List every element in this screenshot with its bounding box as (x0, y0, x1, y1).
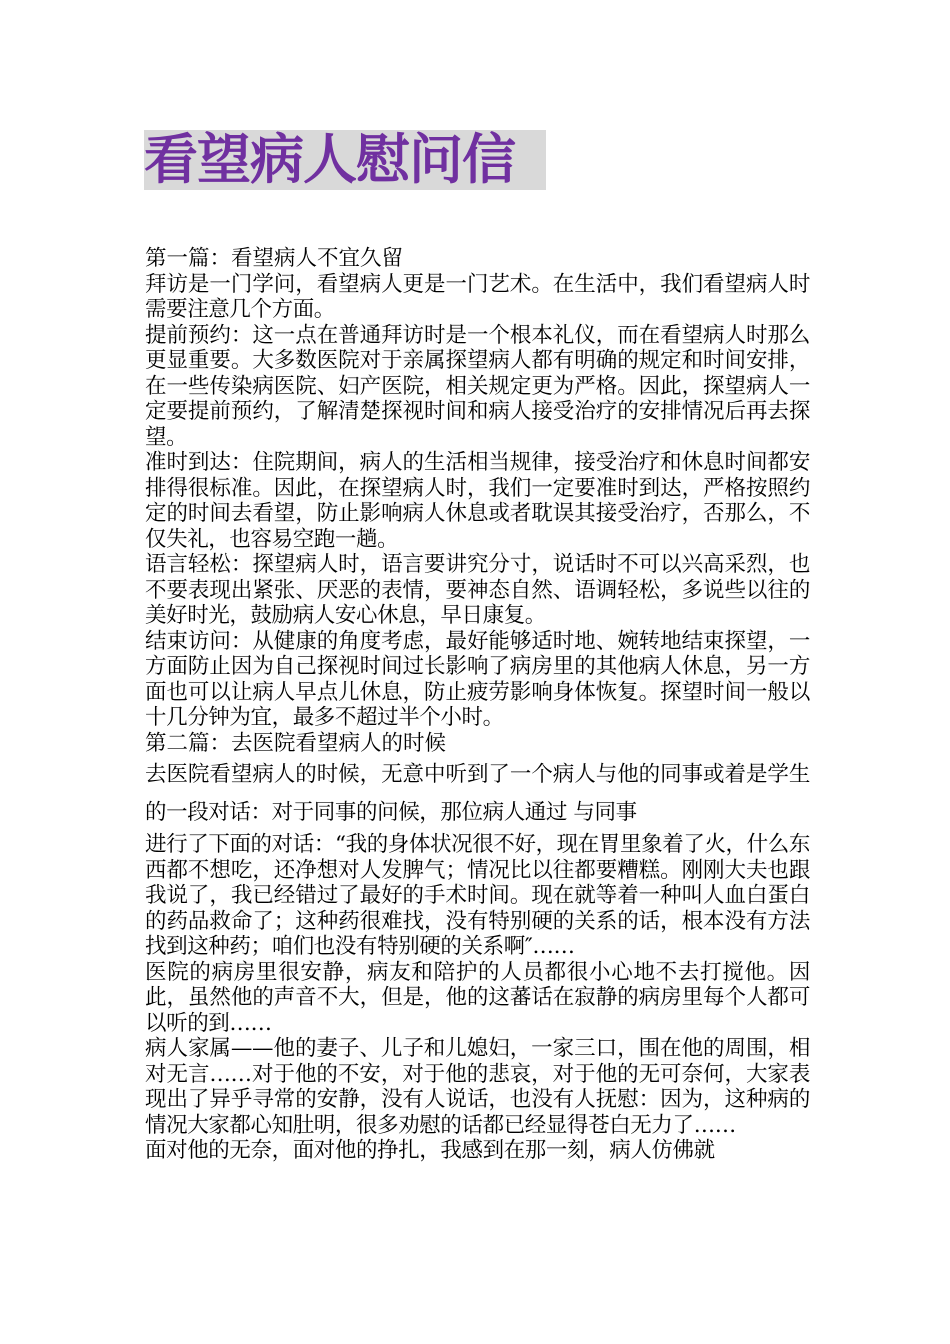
paragraph: 医院的病房里很安静，病友和陪护的人员都很小心地不去打搅他。因此，虽然他的声音不大，但是，他的这蕃话在寂静的病房里每个人都可以听的到…… (145, 959, 810, 1036)
paragraph: 准时到达：住院期间，病人的生活相当规律，接受治疗和休息时间都安排得很标准。因此，在探望病人时，我们一定要准时到达，严格按照约定的时间去看望，防止影响病人休息或者耽误其接受治疗，否那么，不仅失礼，也容易空跑一趟。 (145, 450, 810, 552)
paragraph: 结束访问：从健康的角度考虑，最好能够适时地、婉转地结束探望，一方面防止因为自己探视时间过长影响了病房里的其他病人休息，另一方面也可以让病人早点儿休息，防止疲劳影响身体恢复。探望时间一般以十几分钟为宜，最多不超过半个小时。 (145, 628, 810, 730)
document-title: 看望病人慰问信 (144, 130, 515, 190)
paragraph: 进行了下面的对话：“我的身体状况很不好，现在胃里象着了火，什么东西都不想吃，还净想对人发脾气；情况比以往都要糟糕。刚刚大夫也跟我说了，我已经错过了最好的手术时间。现在就等着一种叫人血白蛋白的药品救命了；这种药很难找，没有特别硬的关系的话，根本没有方法找到这种药；咱们也没有特别硬的关系啊″…… (145, 832, 810, 959)
section-2-heading: 第二篇：去医院看望病人的时候 (145, 730, 447, 756)
paragraph-wide: 去医院看望病人的时候，无意中听到了一个病人与他的同事或着是学生的一段对话：对于同事的问候，那位病人通过 与同事 (145, 762, 810, 825)
section-1-heading: 第一篇：看望病人不宜久留 (145, 246, 404, 271)
paragraph: 病人家属——他的妻子、儿子和儿媳妇，一家三口，围在他的周围，相对无言……对于他的不安，对于他的悲哀，对于他的无可奈何，大家表现出了异乎寻常的安静，没有人说话，也没有人抚慰：因为，这种病的情况大家都心知肚明，很多劝慰的话都已经显得苍白无力了…… (145, 1036, 810, 1138)
paragraph: 拜访是一门学问，看望病人更是一门艺术。在生活中，我们看望病人时需要注意几个方面。 (145, 271, 810, 322)
paragraph: 提前预约：这一点在普通拜访时是一个根本礼仪，而在看望病人时那么更显重要。大多数医院对于亲属探望病人都有明确的规定和时间安排，在一些传染病医院、妇产医院，相关规定更为严格。因此，探望病人一定要提前预约，了解清楚探视时间和病人接受治疗的安排情况后再去探望。 (145, 322, 810, 450)
document-body (145, 246, 810, 1164)
paragraph: 面对他的无奈，面对他的挣扎，我感到在那一刻，病人仿佛就 (145, 1138, 715, 1163)
paragraph: 语言轻松：探望病人时，语言要讲究分寸，说话时不可以兴高采烈，也不要表现出紧张、厌恶的表情，要神态自然、语调轻松，多说些以往的美好时光，鼓励病人安心休息，早日康复。 (145, 552, 810, 628)
title-highlight (144, 130, 546, 190)
